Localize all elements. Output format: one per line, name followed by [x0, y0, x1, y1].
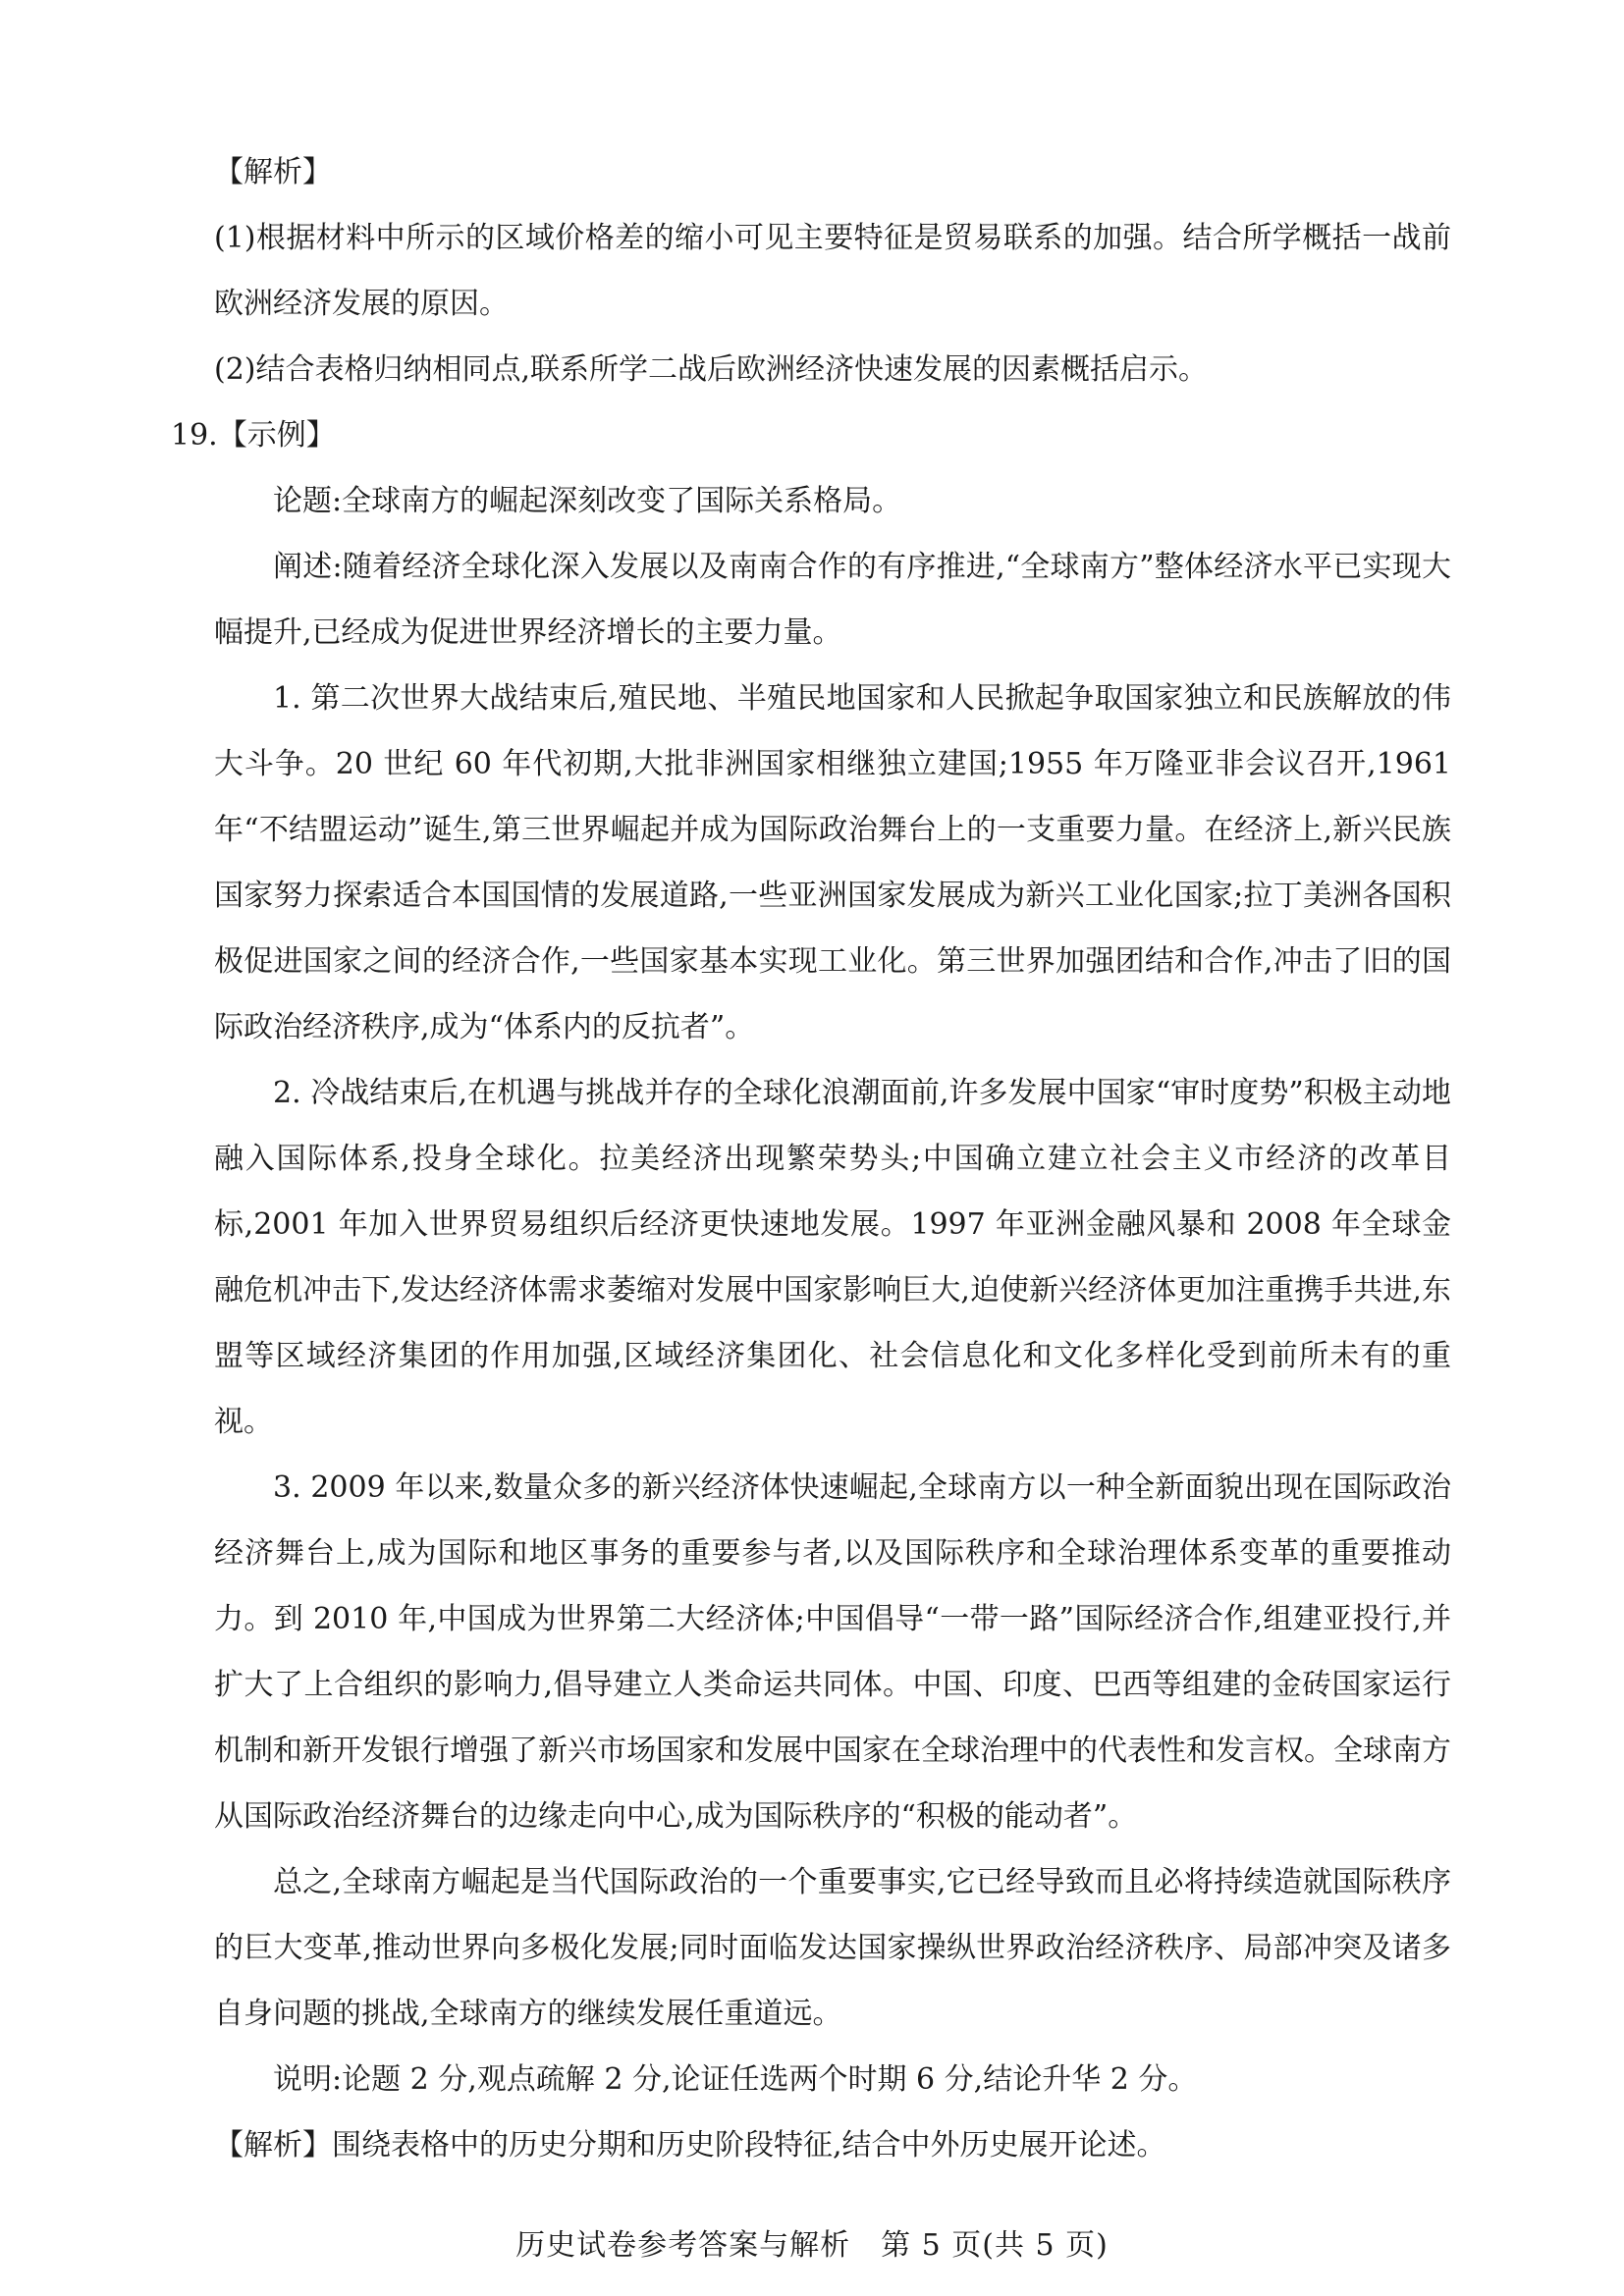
q19-paragraph-1: 1. 第二次世界大战结束后,殖民地、半殖民地国家和人民掀起争取国家独立和民族解放的伟大斗争。20 世纪 60 年代初期,大批非洲国家相继独立建国;1955 年万隆亚非会议召开,1961 年“不结盟运动”诞生,第三世界崛起并成为国际政治舞台上的一支重要力量。在经济上,新兴民族国家努力探索适合本国国情的发展道路,一些亚洲国家发展成为新兴工业化国家;拉丁美洲各国积极促进国家之间的经济合作,一些国家基本实现工业化。第三世界加强团结和合作,冲击了旧的国际政治经济秩序,成为“体系内的反抗者”。: [214, 681, 1451, 1044]
q18-analysis-point-1: (1)根据材料中所示的区域价格差的缩小可见主要特征是贸易联系的加强。结合所学概括一战前欧洲经济发展的原因。: [214, 221, 1451, 321]
q19-paragraph-2: 2. 冷战结束后,在机遇与挑战并存的全球化浪潮面前,许多发展中国家“审时度势”积极主动地融入国际体系,投身全球化。拉美经济出现繁荣势头;中国确立建立社会主义市经济的改革目标,2001 年加入世界贸易组织后经济更快速地发展。1997 年亚洲金融风暴和 2008 年全球金融危机冲击下,发达经济体需求萎缩对发展中国家影响巨大,迫使新兴经济体更加注重携手共进,东盟等区域经济集团的作用加强,区域经济集团化、社会信息化和文化多样化受到前所未有的重视。: [214, 1076, 1451, 1439]
page-content: [171, 139, 1451, 2178]
page-footer: 历史试卷参考答案与解析 第 5 页(共 5 页): [515, 2228, 1109, 2263]
q18-analysis-point-2: (2)结合表格归纳相同点,联系所学二战后欧洲经济快速发展的因素概括启示。: [214, 352, 1209, 387]
q19-conclusion: 总之,全球南方崛起是当代国际政治的一个重要事实,它已经导致而且必将持续造就国际秩序的巨大变革,推动世界向多极化发展;同时面临发达国家操纵世界政治经济秩序、局部冲突及诸多自身问题的挑战,全球南方的继续发展任重道远。: [214, 1865, 1451, 2031]
q19-scoring-note: 说明:论题 2 分,观点疏解 2 分,论证任选两个时期 6 分,结论升华 2 分。: [273, 2062, 1198, 2097]
q19-thesis: 论题:全球南方的崛起深刻改变了国际关系格局。: [273, 484, 902, 518]
q19-number-label: 19.【示例】: [171, 418, 336, 453]
q18-analysis-heading: 【解析】: [214, 155, 332, 189]
q19-elaboration: 阐述:随着经济全球化深入发展以及南南合作的有序推进,“全球南方”整体经济水平已实现大幅提升,已经成为促进世界经济增长的主要力量。: [214, 550, 1451, 650]
q19-analysis: 【解析】围绕表格中的历史分期和历史阶段特征,结合中外历史展开论述。: [214, 2128, 1166, 2163]
q19-paragraph-3: 3. 2009 年以来,数量众多的新兴经济体快速崛起,全球南方以一种全新面貌出现在国际政治经济舞台上,成为国际和地区事务的重要参与者,以及国际秩序和全球治理体系变革的重要推动力。到 2010 年,中国成为世界第二大经济体;中国倡导“一带一路”国际经济合作,组建亚投行,并扩大了上合组织的影响力,倡导建立人类命运共同体。中国、印度、巴西等组建的金砖国家运行机制和新开发银行增强了新兴市场国家和发展中国家在全球治理中的代表性和发言权。全球南方从国际政治经济舞台的边缘走向中心,成为国际秩序的“积极的能动者”。: [214, 1470, 1451, 1834]
